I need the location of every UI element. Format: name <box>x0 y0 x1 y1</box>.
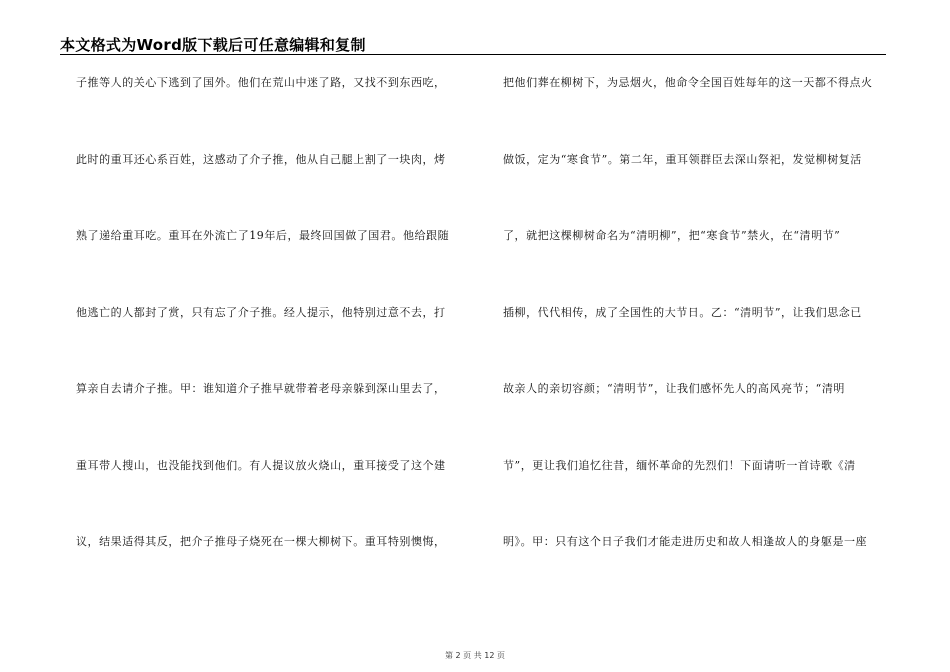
body-text-line: 算亲自去请介子推。甲：谁知道介子推早就带着老母亲躲到深山里去了， <box>76 382 446 395</box>
body-text-line: 明》。甲：只有这个日子我们才能走进历史和故人相逢故人的身躯是一座 <box>503 535 868 548</box>
body-text-line: 把他们葬在柳树下，为忌烟火，他命令全国百姓每年的这一天都不得点火 <box>503 76 873 89</box>
page-number-footer: 第 2 页 共 12 页 <box>445 651 505 660</box>
body-text-line: 他逃亡的人都封了赏，只有忘了介子推。经人提示，他特别过意不去，打 <box>76 306 446 319</box>
body-text-line: 节”，更让我们追忆往昔，缅怀革命的先烈们！下面请听一首诗歌《清 <box>503 459 856 472</box>
body-text-line: 重耳带人搜山，也没能找到他们。有人提议放火烧山，重耳接受了这个建 <box>76 459 446 472</box>
body-text-line: 子推等人的关心下逃到了国外。他们在荒山中迷了路，又找不到东西吃， <box>76 76 446 89</box>
body-text-line: 插柳，代代相传，成了全国性的大节日。乙：“清明节”，让我们思念已 <box>503 306 862 319</box>
body-text-line: 议，结果适得其反，把介子推母子烧死在一棵大柳树下。重耳特别懊悔， <box>76 535 446 548</box>
body-text-line: 故亲人的亲切容颜；“清明节”，让我们感怀先人的高风亮节；“清明 <box>503 382 845 395</box>
body-text-line: 做饭，定为“寒食节”。第二年，重耳领群臣去深山祭祀，发觉柳树复活 <box>503 153 862 166</box>
document-header-title: 本文格式为Word版下载后可任意编辑和复制 <box>60 36 366 54</box>
body-text-line: 了，就把这棵柳树命名为“清明柳”，把“寒食节”禁火，在“清明节” <box>503 229 841 242</box>
body-text-line: 此时的重耳还心系百姓，这感动了介子推，他从自己腿上割了一块肉，烤 <box>76 153 446 166</box>
header-divider <box>60 54 886 55</box>
body-text-line: 熟了递给重耳吃。重耳在外流亡了19年后，最终回国做了国君。他给跟随 <box>76 229 450 242</box>
